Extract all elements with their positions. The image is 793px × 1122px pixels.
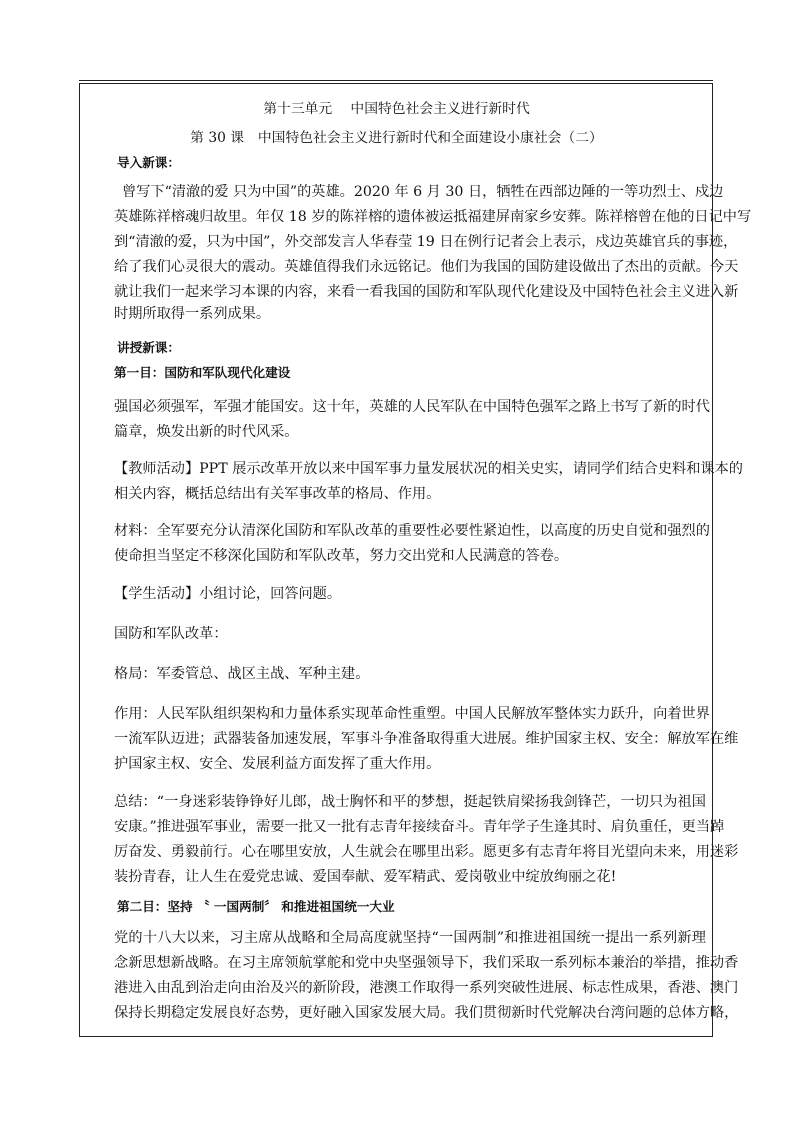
- body-line: 【教师活动】PPT 展示改革开放以来中国军事力量发展状况的相关史实，请同学们结合史料和课本的: [114, 461, 743, 477]
- intro-heading: 导入新课：: [117, 155, 180, 170]
- body-line: 使命担当坚定不移深化国防和军队改革，努力交出党和人民满意的答卷。: [114, 548, 569, 564]
- body-line: 厉奋发、勇毅前行。心在哪里安放，人生就会在哪里出彩。愿更多有志青年将目光望向未来，用迷彩: [114, 844, 739, 860]
- body-line: 【学生活动】小组讨论，回答问题。: [114, 586, 342, 602]
- body-line: 安康。”推进强军事业，需要一批又一批有志青年接续奋斗。青年学子生逢其时、肩负重任，更当踔: [114, 819, 725, 835]
- section1-heading: 第一目：国防和军队现代化建设: [114, 365, 291, 380]
- body-line: 一流军队迈进；武器装备加速发展，军事斗争准备取得重大进展。维护国家主权、安全：解放军在维: [114, 731, 739, 747]
- body-line: 篇章，焕发出新的时代风采。: [114, 424, 299, 440]
- lesson-title: 第 30 课 中国特色社会主义进行新时代和全面建设小康社会（二）: [190, 130, 603, 146]
- body-line: 作用：人民军队组织架构和力量体系实现革命性重塑。中国人民解放军整体实力跃升，向着世界: [114, 706, 710, 722]
- body-line: 装扮青春，让人生在爱党忠诚、爱国奉献、爱军精武、爱岗敬业中绽放绚丽之花!: [114, 869, 617, 885]
- teach-heading: 讲授新课：: [117, 340, 180, 355]
- body-line: 总结：“一身迷彩装铮铮好儿郎，战士胸怀和平的梦想，挺起铁肩梁扬我剑锋芒，一切只为祖国: [114, 794, 706, 810]
- body-line: 强国必须强军，军强才能国安。这十年，英雄的人民军队在中国特色强军之路上书写了新的时代: [114, 399, 710, 415]
- body-line: 材料：全军要充分认清深化国防和军队改革的重要性必要性紧迫性，以高度的历史自觉和强烈的: [114, 523, 710, 539]
- body-line: 港进入由乱到治走向由治及兴的新阶段，港澳工作取得一系列突破性进展、标志性成果，香港、澳门: [114, 980, 739, 996]
- table-top-rule: [79, 80, 713, 81]
- intro-line: 曾写下“清澈的爱 只为中国”的英雄。2020 年 6 月 30 日，牺牲在西部边陲的一等功烈士、戍边: [122, 184, 724, 200]
- body-line: 保持长期稳定发展良好态势，更好融入国家发展大局。我们贯彻新时代党解决台湾问题的总体方略，: [114, 1005, 739, 1021]
- body-line: 相关内容，概括总结出有关军事改革的格局、作用。: [114, 486, 441, 502]
- body-line: 党的十八大以来，习主席从战略和全局高度就坚持“一国两制”和推进祖国统一提出一系列新理: [114, 930, 706, 946]
- section2-heading: 第二目：坚持 〝 一国两制〞 和推进祖国统一大业: [117, 899, 395, 914]
- intro-line: 就让我们一起来学习本课的内容，来看一看我国的国防和军队现代化建设及中国特色社会主义进入新: [114, 284, 739, 300]
- intro-line: 给了我们心灵很大的震动。英雄值得我们永远铭记。他们为我国的国防建设做出了杰出的贡献。今天: [114, 259, 739, 275]
- intro-line: 英雄陈祥榕魂归故里。年仅 18 岁的陈祥榕的遗体被运抵福建屏南家乡安葬。陈祥榕曾在他的日记中写: [114, 209, 752, 225]
- intro-line: 时期所取得一系列成果。: [114, 306, 271, 322]
- body-line: 护国家主权、安全、发展利益方面发挥了重大作用。: [114, 756, 441, 772]
- intro-line: 到“清澈的爱，只为中国”，外交部发言人华春莹 19 日在例行记者会上表示，戍边英雄官兵的事迹，: [114, 234, 738, 250]
- body-line: 念新思想新战略。在习主席领航掌舵和党中央坚强领导下，我们采取一系列标本兼治的举措，推动香: [114, 955, 739, 971]
- body-line: 国防和军队改革：: [114, 626, 228, 642]
- body-line: 格局：军委管总、战区主战、军种主建。: [114, 666, 370, 682]
- unit-title: 第十三单元 中国特色社会主义进行新时代: [263, 101, 530, 117]
